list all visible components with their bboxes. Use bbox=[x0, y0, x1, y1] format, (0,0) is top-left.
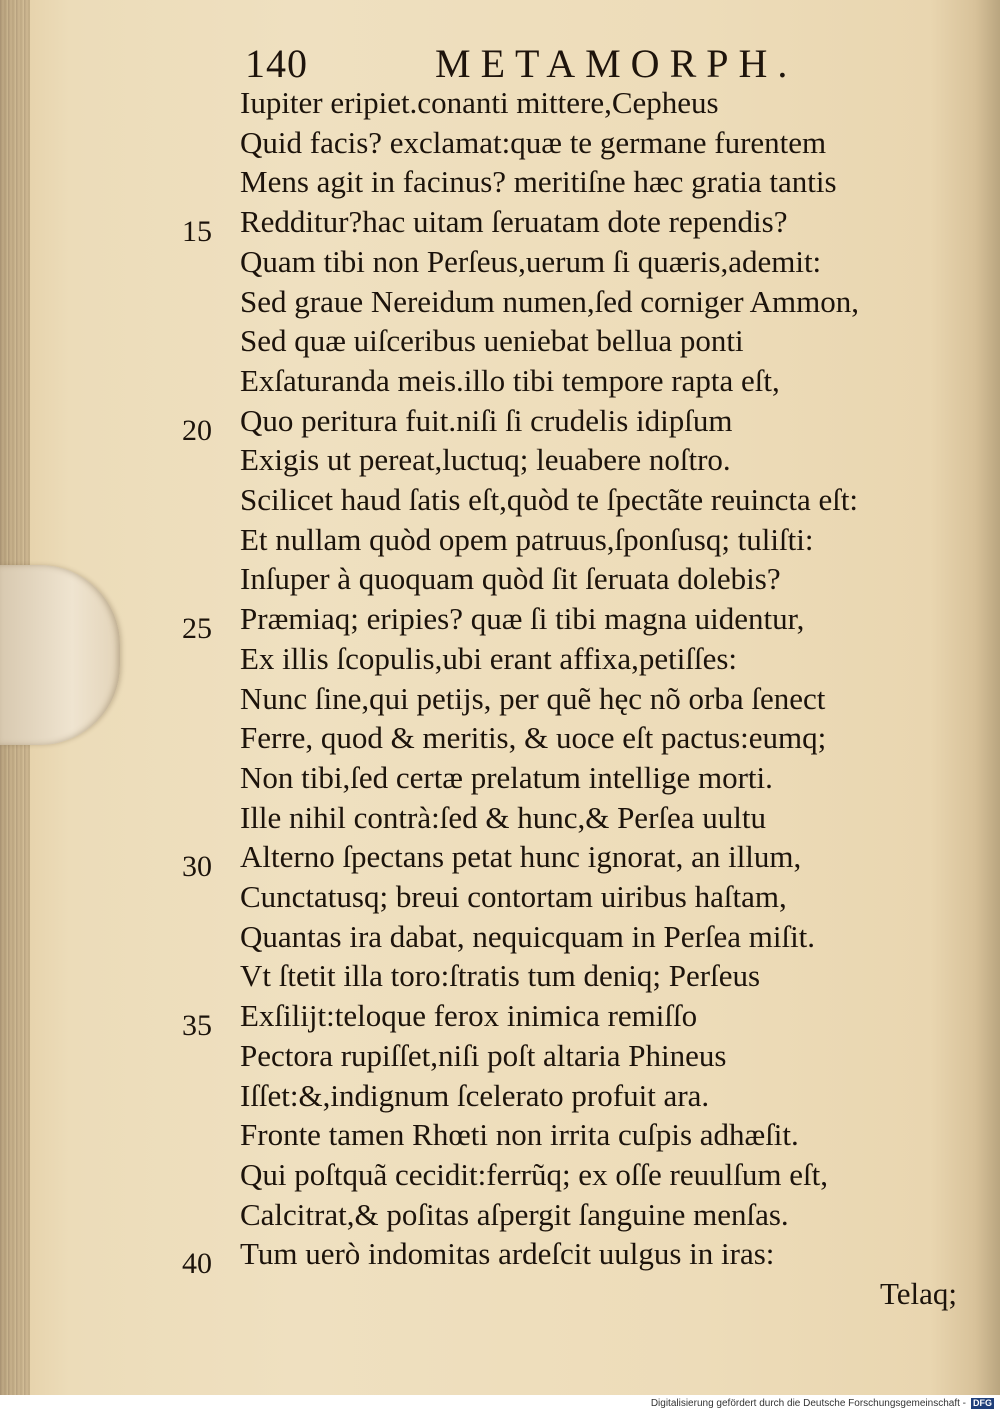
verse-line: Sed graue Nereidum numen,ſed corniger Ammon, bbox=[240, 283, 859, 319]
verse-line: Quam tibi non Perſeus,uerum ſi quæris,ademit: bbox=[240, 243, 822, 279]
verse-line: Cunctatusq; breui contortam uiribus haſtam, bbox=[240, 879, 787, 914]
verse-line: Exigis ut pereat,luctuq; leuabere noſtro. bbox=[240, 442, 731, 478]
page-tab bbox=[0, 565, 120, 745]
verse-line: Quid facis? exclamat:quæ te germane furentem bbox=[240, 124, 827, 160]
line-number: 15 bbox=[182, 215, 212, 249]
footer-credit: Digitalisierung gefördert durch die Deutsche Forschungsgemeinschaft - bbox=[650, 1398, 966, 1409]
line-number: 20 bbox=[182, 413, 212, 447]
verse-line: Ex illis ſcopulis,ubi erant affixa,petiſſes: bbox=[240, 640, 738, 676]
running-title: METAMORPH. bbox=[435, 41, 798, 86]
verse-line: Iupiter eripiet.conanti mittere,Cepheus bbox=[240, 85, 719, 120]
verse-line: Nunc ſine,qui petijs, per quẽ hęc nõ orba ſenect bbox=[240, 680, 826, 716]
footer bbox=[0, 1395, 1000, 1414]
verse-line: Quo peritura fuit.niſi ſi crudelis idipſum bbox=[240, 402, 733, 438]
verse-line: Calcitrat,& poſitas aſpergit ſanguine menſas. bbox=[240, 1196, 789, 1232]
verse-line: Pectora rupiſſet,niſi poſt altaria Phineus bbox=[240, 1037, 727, 1073]
page-number: 140 bbox=[245, 41, 308, 86]
verse-line: Ille nihil contrà:ſed & hunc,& Perſea uultu bbox=[240, 799, 767, 835]
verse-line: Mens agit in facinus? meritiſne hæc gratia tantis bbox=[240, 164, 837, 200]
line-number: 30 bbox=[182, 850, 212, 884]
verse-line: Sed quæ uiſceribus ueniebat bellua ponti bbox=[240, 323, 744, 359]
verse-line: Redditur?hac uitam ſeruatam dote rependis? bbox=[240, 204, 788, 240]
dfg-logo: DFG bbox=[973, 1398, 992, 1408]
page-header bbox=[245, 40, 885, 84]
verse-line: Scilicet haud ſatis eſt,quòd te ſpectãte reuincta eſt: bbox=[240, 482, 859, 517]
verse-line: Præmiaq; eripies? quæ ſi tibi magna uidentur, bbox=[240, 601, 805, 637]
verse-line: Exſilijt:teloque ferox inimica remiſſo bbox=[240, 998, 698, 1034]
line-number: 25 bbox=[182, 612, 212, 646]
verse-line: Qui poſtquã cecidit:ferrũq; ex oſſe reuulſum eſt, bbox=[240, 1156, 828, 1192]
verse-line: Tum uerò indomitas ardeſcit uulgus in iras: bbox=[240, 1236, 775, 1272]
verse-line: Et nullam quòd opem patruus,ſponſusq; tuliſti: bbox=[240, 521, 814, 557]
verse-line: Non tibi,ſed certæ prelatum intellige morti. bbox=[240, 759, 773, 795]
line-number: 35 bbox=[182, 1009, 212, 1043]
verse-line: Inſuper à quoquam quòd ſit ſeruata dolebis? bbox=[240, 561, 781, 597]
line-number: 40 bbox=[182, 1247, 212, 1281]
verse-line: Fronte tamen Rhœti non irrita cuſpis adhæſit. bbox=[240, 1117, 799, 1153]
catchword: Telaq; bbox=[880, 1276, 958, 1311]
verse-line: Ferre, quod & meritis, & uoce eſt pactus:eumq; bbox=[240, 720, 827, 756]
verse-line: Iſſet:&,indignum ſcelerato profuit ara. bbox=[240, 1077, 710, 1113]
verse-line: Exſaturanda meis.illo tibi tempore rapta eſt, bbox=[240, 362, 780, 398]
verse-line: Quantas ira dabat, nequicquam in Perſea miſit. bbox=[240, 918, 816, 954]
verse-line: Alterno ſpectans petat hunc ignorat, an illum, bbox=[240, 839, 802, 875]
verse-line: Vt ſtetit illa toro:ſtratis tum deniq; Perſeus bbox=[240, 958, 761, 994]
